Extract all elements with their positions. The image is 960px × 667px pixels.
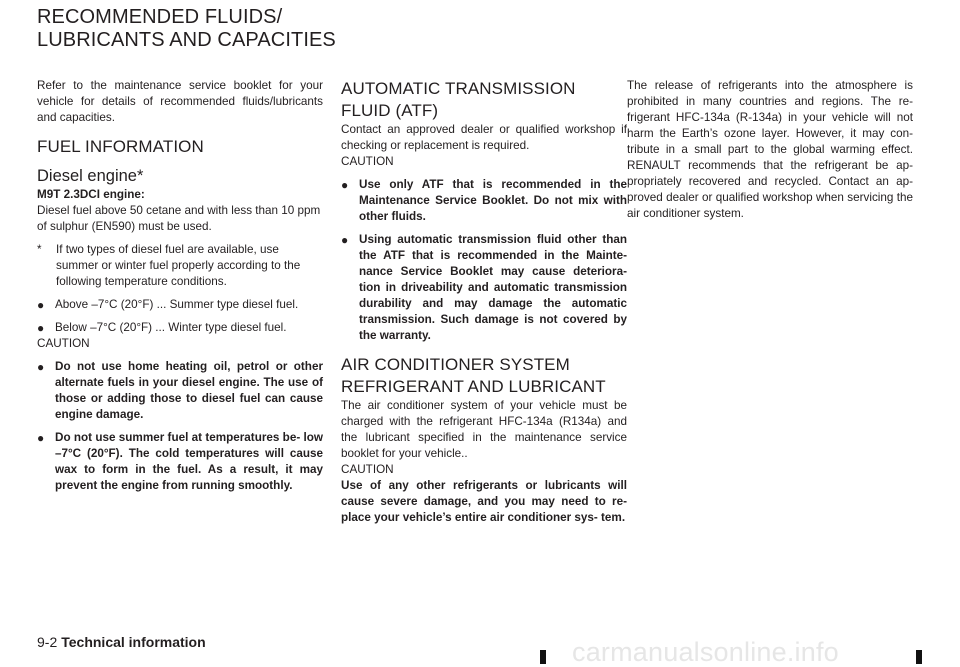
bullet-icon: ● <box>341 178 349 192</box>
caution-text: Use only ATF that is recommended in the Maintenance Service Booklet. Do not mix with other fluids. <box>359 178 627 223</box>
ac-paragraph: The air conditioner system of your vehicle must be charged with the refrigerant HFC-134a (R134a) and the lubricant specified in the maintenance service booklet for your vehicle.. <box>341 399 627 460</box>
section-title-atf: AUTOMATIC TRANSMISSION FLUID (ATF) <box>341 79 576 120</box>
list-item <box>37 297 323 313</box>
intro-paragraph: Refer to the maintenance service booklet for your vehicle for details of recommended fluids/lubricants and capacities. <box>37 79 323 124</box>
caution-item <box>37 430 323 494</box>
crop-mark <box>916 650 922 664</box>
list-item <box>37 320 323 336</box>
subsection-title-diesel-engine: Diesel engine* <box>37 167 144 185</box>
caution-item <box>341 177 627 225</box>
caution-text: Do not use summer fuel at temperatures be- low –7°C (20°F). The cold temperatures will cause wax to form in the fuel. As a result, it may prevent the engine from running smoothly. <box>55 431 323 492</box>
crop-mark <box>540 650 546 664</box>
note-asterisk: * <box>37 243 42 256</box>
fuel-spec-paragraph: Diesel fuel above 50 cetane and with less than 10 ppm of sulphur (EN590) must be used. <box>37 204 321 233</box>
page-number: 9-2 <box>37 634 58 650</box>
caution-text: Using automatic transmission fluid other than the ATF that is recommended in the Mainte- nance Service Booklet may cause deteriora- tion in driveability and automatic transmission durability and may damage the automatic transmission. Such damage is not covered by the warranty. <box>359 233 627 342</box>
bullet-icon: ● <box>341 233 349 247</box>
bullet-text: Above –7°C (20°F) ... Summer type diesel fuel. <box>55 298 299 311</box>
watermark: carmanualsonline.info <box>572 637 839 667</box>
bullet-icon: ● <box>37 360 45 374</box>
note-text: If two types of diesel fuel are available, use summer or winter fuel properly according to the following temperature conditions. <box>56 243 301 288</box>
atf-paragraph: Contact an approved dealer or qualified workshop if checking or replacement is required. <box>341 123 627 152</box>
bullet-icon: ● <box>37 298 45 312</box>
section-title-air-conditioner: AIR CONDITIONER SYSTEM REFRIGERANT AND LUBRICANT <box>341 355 606 396</box>
temperature-note <box>37 242 323 290</box>
bullet-icon: ● <box>37 321 45 335</box>
page-footer <box>37 633 206 651</box>
page-header <box>37 6 557 52</box>
caution-label: CAUTION <box>37 337 90 350</box>
column-refrigerant-release <box>627 78 913 222</box>
footer-section-title: Technical information <box>61 634 206 650</box>
ac-caution-text: Use of any other refrigerants or lubricants will cause severe damage, and you may need to re- place your vehicle’s entire air conditioner sys- tem. <box>341 479 627 524</box>
column-atf-and-ac <box>341 78 627 526</box>
caution-label: CAUTION <box>341 155 394 168</box>
section-title-fuel-information: FUEL INFORMATION <box>37 137 204 156</box>
bullet-text: Below –7°C (20°F) ... Winter type diesel fuel. <box>55 321 287 334</box>
caution-item <box>37 359 323 423</box>
header-title-line-2: LUBRICANTS AND CAPACITIES <box>37 29 336 51</box>
caution-label: CAUTION <box>341 463 394 476</box>
column-fuel-information <box>37 78 323 494</box>
header-title-line-1: RECOMMENDED FLUIDS/ <box>37 6 283 28</box>
bullet-icon: ● <box>37 431 45 445</box>
refrigerant-paragraph: The release of refrigerants into the atmosphere is prohibited in many countries and regions. The re- frigerant HFC-134a (R-134a) in your vehicle will not harm the Earth’s ozone layer. However, it may con- tribute in a small part to the global warming effect. RENAULT recommends that the refrigerant be ap- propriately recovered and recycled. Contact an ap- proved dealer or qualified workshop when servicing the air conditioner system. <box>627 79 913 220</box>
engine-label: M9T 2.3DCI engine: <box>37 188 145 201</box>
caution-item <box>341 232 627 344</box>
caution-text: Do not use home heating oil, petrol or other alternate fuels in your diesel engine. The use of those or adding those to diesel fuel can cause engine damage. <box>55 360 323 421</box>
